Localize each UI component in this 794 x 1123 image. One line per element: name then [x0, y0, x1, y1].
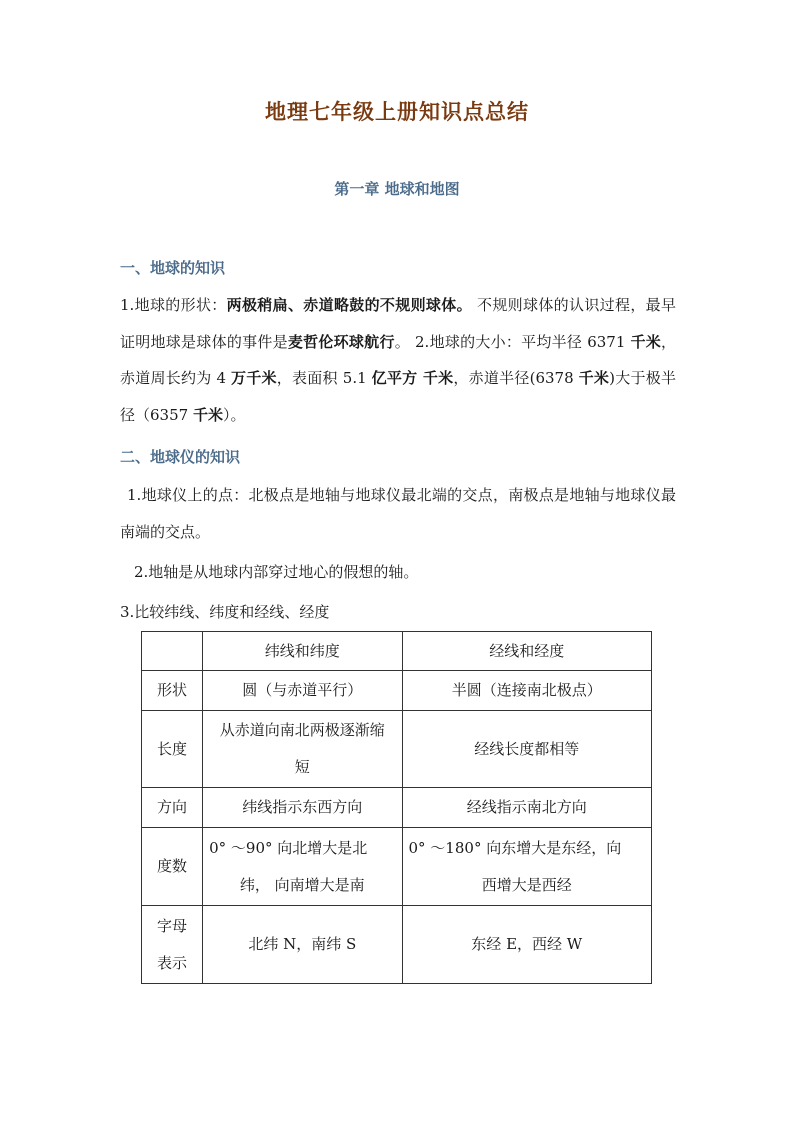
bold-run: 亿平方 千米 [371, 369, 454, 387]
table-cell: 经线长度都相等 [402, 711, 652, 788]
table-cell [402, 828, 652, 906]
bold-run: 千米 [192, 405, 223, 424]
table-row [142, 711, 652, 788]
table-header-row [142, 632, 652, 671]
cell-line: 0° ～90° 向北增大是北 [209, 838, 368, 857]
chapter-heading: 第一章 地球和地图 [334, 180, 460, 198]
section-heading-earth: 一、地球的知识 [120, 259, 226, 277]
text-run: ，赤道半径(6378 [453, 369, 579, 387]
bold-run: 千米 [630, 332, 661, 351]
text-run: 不规则球体的认识过程，最早证明地球是球体的事件是 [120, 296, 676, 351]
globe-item-1: 1.地球仪上的点：北极点是地轴与地球仪最北端的交点，南极点是地轴与地球仪最南端的交点。 [120, 486, 676, 541]
bold-run: 两极稍扁、赤道略鼓的不规则球体。 [226, 296, 472, 314]
bold-run: 千米 [578, 369, 610, 387]
table-row [142, 906, 652, 984]
text-run: )大于极半径（6357 [120, 369, 676, 424]
bold-run: 麦哲伦环球航行 [287, 332, 395, 351]
cell-line: 从赤道向南北两极逐渐缩 [219, 721, 385, 739]
table-cell: 度数 [142, 828, 203, 906]
comparison-table [141, 631, 652, 984]
table-row [142, 788, 652, 828]
globe-item-2: 2.地轴是从地球内部穿过地心的假想的轴。 [134, 563, 419, 581]
text-run: 。 2.地球的大小：平均半径 6371 [394, 332, 631, 351]
text-run: ，表面积 5.1 [276, 369, 372, 387]
table-row [142, 671, 652, 711]
table-cell: 圆（与赤道平行） [203, 671, 402, 711]
table-cell: 形状 [142, 671, 203, 711]
cell-line: 表示 [157, 953, 188, 972]
table-cell [203, 711, 402, 788]
table-header-cell: 纬线和纬度 [203, 632, 402, 671]
bold-run: 万千米 [231, 369, 277, 387]
table-row [142, 828, 652, 906]
table-cell: 纬线指示东西方向 [203, 788, 402, 828]
table-cell: 经线指示南北方向 [402, 788, 652, 828]
text-run: ，赤道周长约为 4 [120, 332, 676, 387]
cell-line: 纬， 向南增大是南 [239, 875, 365, 894]
text-run: 1.地球的形状： [120, 296, 227, 314]
table-cell: 东经 E，西经 W [402, 906, 652, 984]
table-cell [203, 828, 402, 906]
text-run: ）。 [222, 405, 246, 424]
earth-paragraph [120, 287, 676, 433]
table-cell [142, 906, 203, 984]
table-header-cell [142, 632, 203, 671]
cell-line: 0° ～180° 向东增大是东经，向 [408, 838, 622, 857]
globe-item-3: 3.比较纬线、纬度和经线、经度 [120, 603, 330, 621]
cell-line: 短 [294, 758, 310, 776]
table-cell: 半圆（连接南北极点） [402, 671, 652, 711]
table-header-cell: 经线和经度 [402, 632, 652, 671]
section-heading-globe: 二、地球仪的知识 [120, 448, 241, 466]
table-cell: 长度 [142, 711, 203, 788]
document-title: 地理七年级上册知识点总结 [265, 99, 529, 124]
cell-line: 西增大是西经 [481, 875, 572, 894]
cell-line: 字母 [157, 916, 188, 935]
table-cell: 方向 [142, 788, 203, 828]
table-cell: 北纬 N，南纬 S [203, 906, 402, 984]
